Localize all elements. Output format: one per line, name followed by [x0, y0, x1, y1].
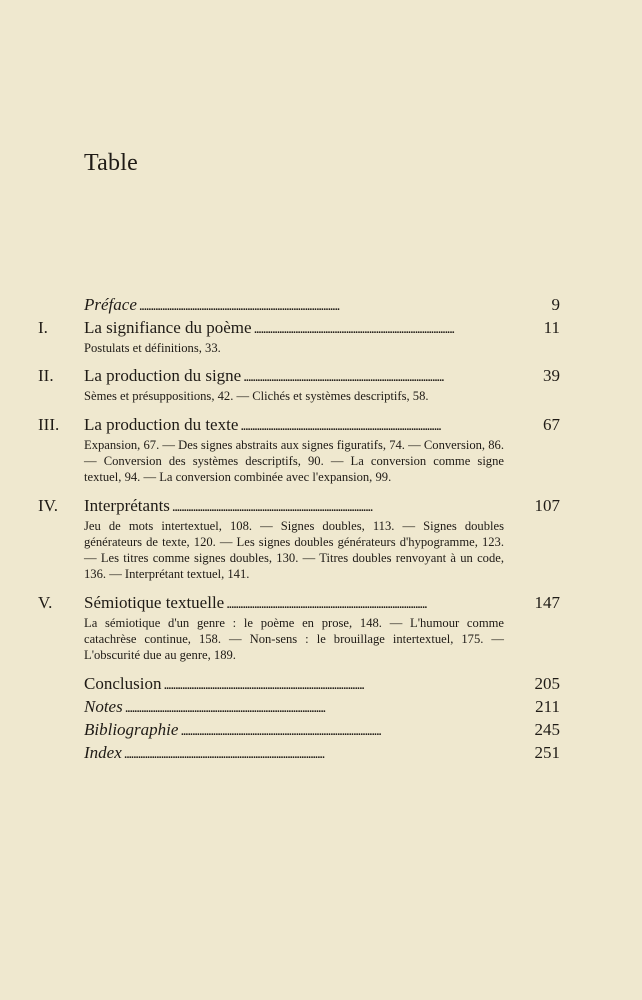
page-number: 39	[543, 366, 560, 385]
page-number: 9	[551, 295, 560, 314]
toc-entry-index	[38, 742, 560, 764]
dot-leader	[125, 697, 530, 719]
dot-leader	[243, 366, 530, 388]
toc-entry-bibliographie	[38, 719, 560, 741]
chapter-number: III.	[38, 415, 60, 434]
entry-title: Conclusion	[84, 674, 162, 693]
page-number: 147	[534, 593, 560, 612]
page-number: 211	[535, 697, 560, 716]
entry-title: Notes	[84, 697, 123, 716]
chapter-number: V.	[38, 593, 53, 612]
dot-leader	[163, 674, 530, 696]
entry-title: Interprétants	[84, 496, 170, 515]
entry-title: La production du signe	[84, 366, 242, 385]
entry-subsections: Sèmes et présuppositions, 42. — Clichés et systèmes descriptifs, 58.	[84, 389, 429, 403]
toc-entry-chapter-3	[38, 414, 560, 485]
entry-subsections: Expansion, 67. — Des signes abstraits aux signes figuratifs, 74. — Conversion, 86. — Conversion des systèmes descriptifs, 90. — La conversion comme signe textuel, 94. — La conversion combinée avec l'expansion, 99.	[84, 438, 504, 484]
toc-entry-chapter-5	[38, 592, 560, 663]
page-number: 11	[543, 318, 560, 337]
chapter-number: I.	[38, 318, 48, 337]
chapter-number: II.	[38, 366, 54, 385]
chapter-number: IV.	[38, 496, 58, 515]
entry-subsections: Postulats et définitions, 33.	[84, 341, 221, 355]
page-number: 245	[534, 720, 560, 739]
table-of-contents	[38, 294, 560, 764]
toc-entry-chapter-1	[38, 317, 560, 356]
toc-entry-chapter-2	[38, 365, 560, 404]
entry-title: La production du texte	[84, 415, 239, 434]
entry-subsections: La sémiotique d'un genre : le poème en prose, 148. — L'humour comme catachrèse continue, 158. — Non-sens : le brouillage intertextuel, 175. — L'obscurité due au genre, 189.	[84, 616, 504, 662]
dot-leader	[240, 415, 530, 437]
toc-entry-conclusion	[38, 673, 560, 695]
page-number: 67	[543, 415, 560, 434]
dot-leader	[139, 295, 530, 317]
entry-title: Sémiotique textuelle	[84, 593, 225, 612]
dot-leader	[172, 496, 530, 518]
page-title: Table	[84, 150, 138, 176]
dot-leader	[226, 593, 530, 615]
page-number: 107	[534, 496, 560, 515]
toc-entry-chapter-4	[38, 495, 560, 582]
toc-entry-preface	[38, 294, 560, 316]
dot-leader	[180, 720, 530, 742]
entry-title: Bibliographie	[84, 720, 179, 739]
page-number: 205	[534, 674, 560, 693]
entry-subsections: Jeu de mots intertextuel, 108. — Signes doubles, 113. — Signes doubles générateurs de texte, 120. — Les signes doubles générateurs d'hypogramme, 123. — Les titres comme signes doubles, 130. — Titres doubles renvoyant à un code, 136. — Interprétant textuel, 141.	[84, 519, 504, 581]
entry-title: Index	[84, 743, 122, 762]
page-number: 251	[534, 743, 560, 762]
entry-title: La signifiance du poème	[84, 318, 252, 337]
entry-title: Préface	[84, 295, 137, 314]
toc-entry-notes	[38, 696, 560, 718]
dot-leader	[124, 743, 530, 765]
dot-leader	[254, 318, 530, 340]
